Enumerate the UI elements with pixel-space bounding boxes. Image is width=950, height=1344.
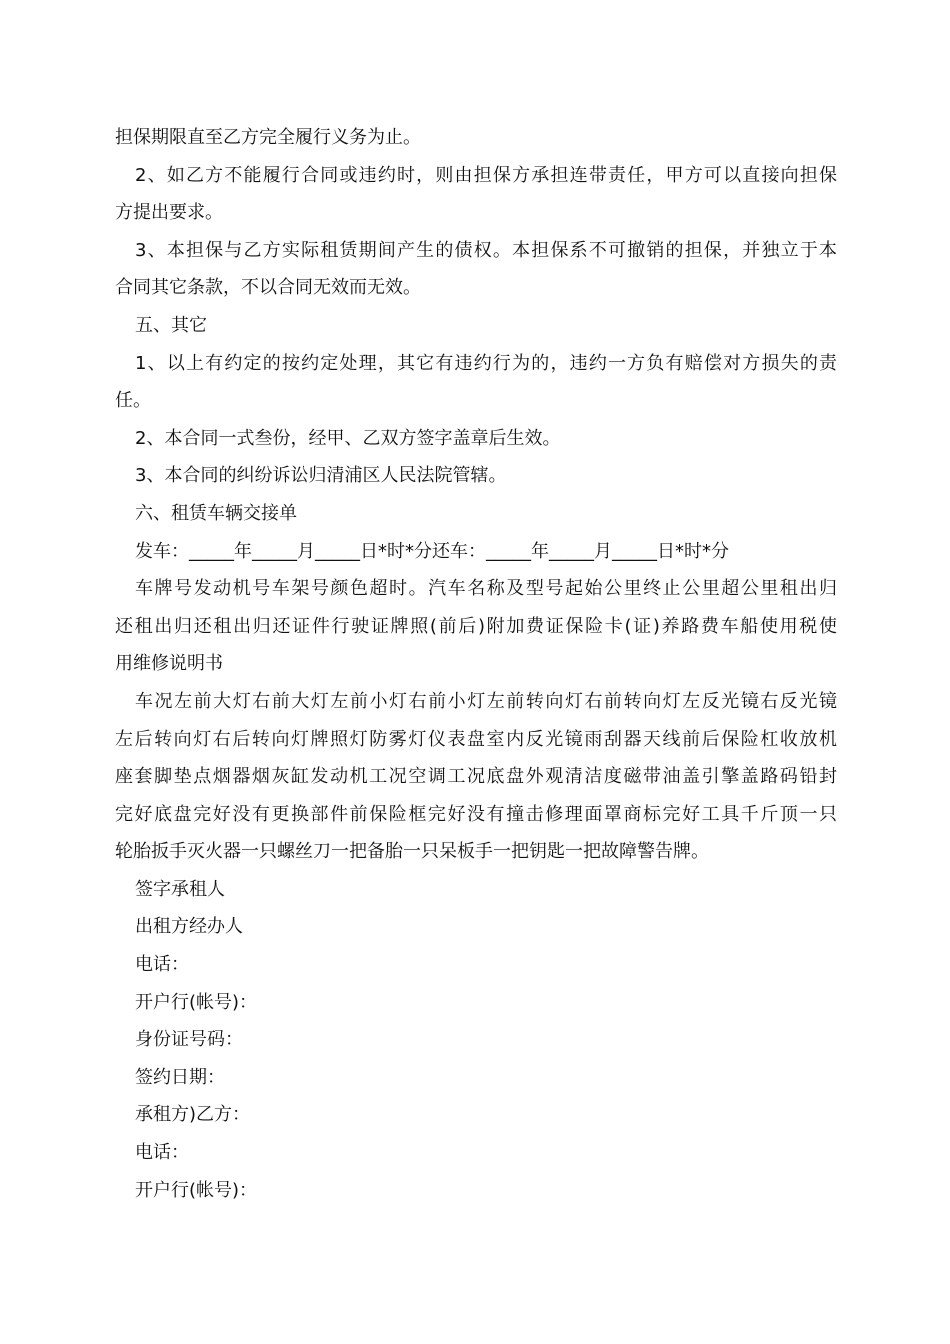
text-line: 2、本合同一式叁份，经甲、乙双方签字盖章后生效。 [135,427,561,449]
text-line: 担保期限直至乙方完全履行义务为止。 [115,127,421,148]
text-line: 电话： [135,954,189,976]
text-line: 1、以上有约定的按约定处理，其它有违约行为的，违约一方负有赔偿对方损失的责 [135,352,837,374]
text-line: 发车：_____年_____月_____日*时*分还车：_____年_____月_____日*时*分 [135,540,729,562]
text-line: 车牌号发动机号车架号颜色超时。汽车名称及型号起始公里终止公里超公里租出归 [135,578,837,600]
text-line: 3、本担保与乙方实际租赁期间产生的债权。本担保系不可撤销的担保，并独立于本 [135,239,837,261]
text-line: 出租方经办人 [135,916,243,938]
text-line: 六、租赁车辆交接单 [135,502,297,524]
text-line: 电话： [135,1142,189,1164]
text-line: 完好底盘完好没有更换部件前保险框完好没有撞击修理面罩商标完好工具千斤顶一只 [115,803,837,825]
text-line: 用维修说明书 [115,653,223,675]
text-line: 任。 [115,390,151,412]
text-line: 座套脚垫点烟器烟灰缸发动机工况空调工况底盘外观清洁度磁带油盖引擎盖路码铅封 [115,766,837,788]
text-line: 五、其它 [135,314,207,336]
text-line: 签约日期： [135,1066,225,1088]
text-line: 还租出归还租出归还证件行驶证牌照(前后)附加费证保险卡(证)养路费车船使用税使 [115,615,837,637]
text-line: 签字承租人 [135,878,225,900]
text-line: 身份证号码： [135,1029,243,1051]
text-line: 轮胎扳手灭火器一只螺丝刀一把备胎一只呆板手一把钥匙一把故障警告牌。 [115,841,709,863]
text-line: 合同其它条款，不以合同无效而无效。 [115,277,421,299]
document-page [115,119,837,1209]
text-line: 2、如乙方不能履行合同或违约时，则由担保方承担连带责任，甲方可以直接向担保 [135,164,837,186]
text-line: 开户行(帐号)： [135,1179,258,1201]
text-line: 开户行(帐号)： [135,991,258,1013]
text-line: 3、本合同的纠纷诉讼归清浦区人民法院管辖。 [135,465,507,487]
text-line: 车况左前大灯右前大灯左前小灯右前小灯左前转向灯右前转向灯左反光镜右反光镜 [135,690,837,712]
text-line: 承租方)乙方： [135,1104,251,1126]
text-line: 左后转向灯右后转向灯牌照灯防雾灯仪表盘室内反光镜雨刮器天线前后保险杠收放机 [115,728,837,750]
text-line: 方提出要求。 [115,202,223,224]
